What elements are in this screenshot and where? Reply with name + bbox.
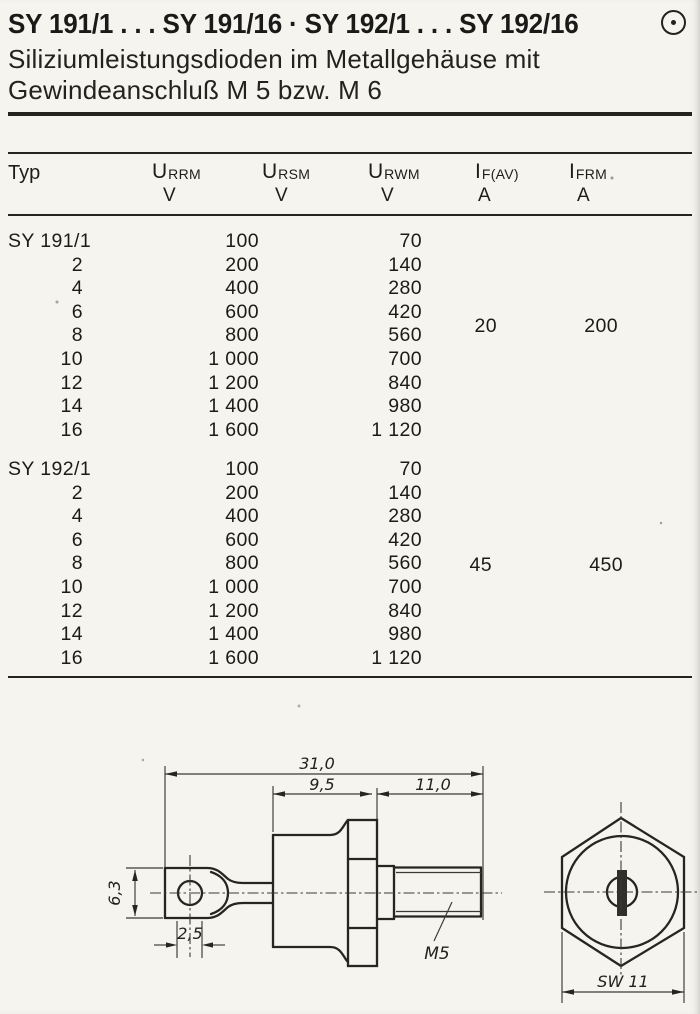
logo-center-dot [671,20,676,25]
sy192-ifav-value: 45 [469,554,492,576]
urwm-cell: 140 [388,253,422,276]
table-row [8,301,422,325]
typ-cell: 4 [71,277,83,300]
symbol-u: U [262,160,278,183]
subtitle-line-2: Gewindeanschluß M 5 bzw. M 6 [8,75,383,105]
technical-drawing [0,740,700,1014]
urwm-cell: 1 120 [371,646,422,669]
typ-cell: 6 [71,300,83,323]
typ-cell: 2 [71,481,83,504]
subscript-rwm: RWM [384,166,420,182]
urwm-cell: 840 [388,371,422,394]
typ-cell: 14 [60,395,83,418]
subscript-rrm: RRM [168,166,201,182]
urrm-cell: 1 600 [208,646,259,669]
dim-overall-label: 31,0 [299,754,335,773]
table-row [8,482,422,506]
diode-end-view [544,802,698,1003]
typ-cell: 2 [71,253,83,276]
column-header-urrm [152,160,201,184]
table-row [8,576,422,600]
diode-side-view [105,754,502,966]
urrm-cell: 400 [225,505,259,528]
screwdriver-slot [617,870,627,916]
typ-cell: 8 [71,324,83,347]
dim-lug-width-label: 6,3 [105,880,124,906]
table-row [8,324,422,348]
urwm-cell: 980 [388,623,422,646]
symbol-u: U [368,160,384,183]
sy191-ifav-value: 20 [474,315,497,337]
table-row [8,600,422,624]
urrm-cell: 1 600 [208,418,259,441]
subscript-frm: FRM [575,166,608,182]
table-row [8,647,422,671]
typ-cell: 10 [60,347,83,370]
table-row [8,395,422,419]
symbol-u: U [152,160,168,183]
urrm-cell: 800 [225,324,259,347]
table-row [8,230,422,254]
symbol-i: I [475,160,481,183]
urwm-cell: 700 [388,347,422,370]
dim-hole-label: 2,5 [177,924,203,943]
urwm-cell: 280 [388,505,422,528]
table-row [8,505,422,529]
urwm-cell: 280 [388,277,422,300]
urwm-cell: 700 [388,575,422,598]
urrm-cell: 200 [225,253,259,276]
sy192-ifrm-value: 450 [589,554,623,576]
symbol-i: I [569,160,575,183]
table-row [8,419,422,443]
urwm-cell: 420 [388,528,422,551]
typ-cell: 14 [60,623,83,646]
table-row [8,529,422,553]
typ-cell: 16 [60,646,83,669]
unit-volts: V [381,185,394,206]
urrm-cell: 600 [225,528,259,551]
rule-table-top [8,152,692,154]
urwm-cell: 560 [388,324,422,347]
typ-cell: 6 [71,528,83,551]
table-row [8,458,422,482]
table-row [8,277,422,301]
urwm-cell: 140 [388,481,422,504]
sy191-ifrm-value: 200 [584,315,618,337]
typ-cell: 12 [60,599,83,622]
unit-volts: V [163,185,176,206]
rule-thick [8,112,692,116]
urrm-cell: 100 [225,230,259,252]
table-row [8,254,422,278]
urwm-cell: 1 120 [371,418,422,441]
urwm-cell: 980 [388,395,422,418]
urrm-cell: 1 200 [208,599,259,622]
column-header-typ: Typ [8,162,41,184]
urrm-cell: 1 000 [208,575,259,598]
urrm-cell: 100 [225,458,259,480]
dim-stud-label: 11,0 [415,775,451,794]
urwm-cell: 560 [388,552,422,575]
table-row [8,348,422,372]
column-header-ifrm [569,160,607,184]
unit-amps: A [478,185,491,206]
urwm-cell: 840 [388,599,422,622]
urwm-cell: 70 [399,230,422,252]
table-row [8,623,422,647]
urrm-cell: 1 200 [208,371,259,394]
urrm-cell: 600 [225,300,259,323]
subtitle-line-1: Siliziumleistungsdioden im Metallgehäuse mit [8,44,540,74]
unit-amps: A [577,185,590,206]
urrm-cell: 1 400 [208,395,259,418]
urrm-cell: 800 [225,552,259,575]
typ-cell: 16 [60,418,83,441]
table-section-sy191 [8,230,422,442]
column-header-ursm [262,160,310,184]
urwm-cell: 420 [388,300,422,323]
urwm-cell: 70 [399,458,422,480]
typ-cell: 4 [71,505,83,528]
circled-dot-logo-icon [661,10,686,35]
thread-label: M5 [424,944,450,964]
table-row [8,372,422,396]
typ-cell: 12 [60,371,83,394]
rule-header-bottom [8,214,692,216]
column-header-ifav [475,160,519,184]
column-header-urwm [368,160,420,184]
urrm-cell: 1 400 [208,623,259,646]
dim-body-label: 9,5 [309,775,335,794]
urrm-cell: 400 [225,277,259,300]
unit-volts: V [275,185,288,206]
wrench-size-label: SW 11 [597,972,649,991]
typ-cell: SY 192/1 [8,458,92,480]
subscript-fav: F(AV) [481,166,519,182]
subscript-rsm: RSM [278,166,311,182]
table-row [8,552,422,576]
rule-table-bottom [8,676,692,678]
urrm-cell: 1 000 [208,347,259,370]
page-title: SY 191/1 . . . SY 191/16 · SY 192/1 . . . SY 192/16 [8,8,579,39]
table-section-sy192 [8,458,422,670]
typ-cell: 10 [60,575,83,598]
typ-cell: SY 191/1 [8,230,92,252]
typ-cell: 8 [71,552,83,575]
urrm-cell: 200 [225,481,259,504]
